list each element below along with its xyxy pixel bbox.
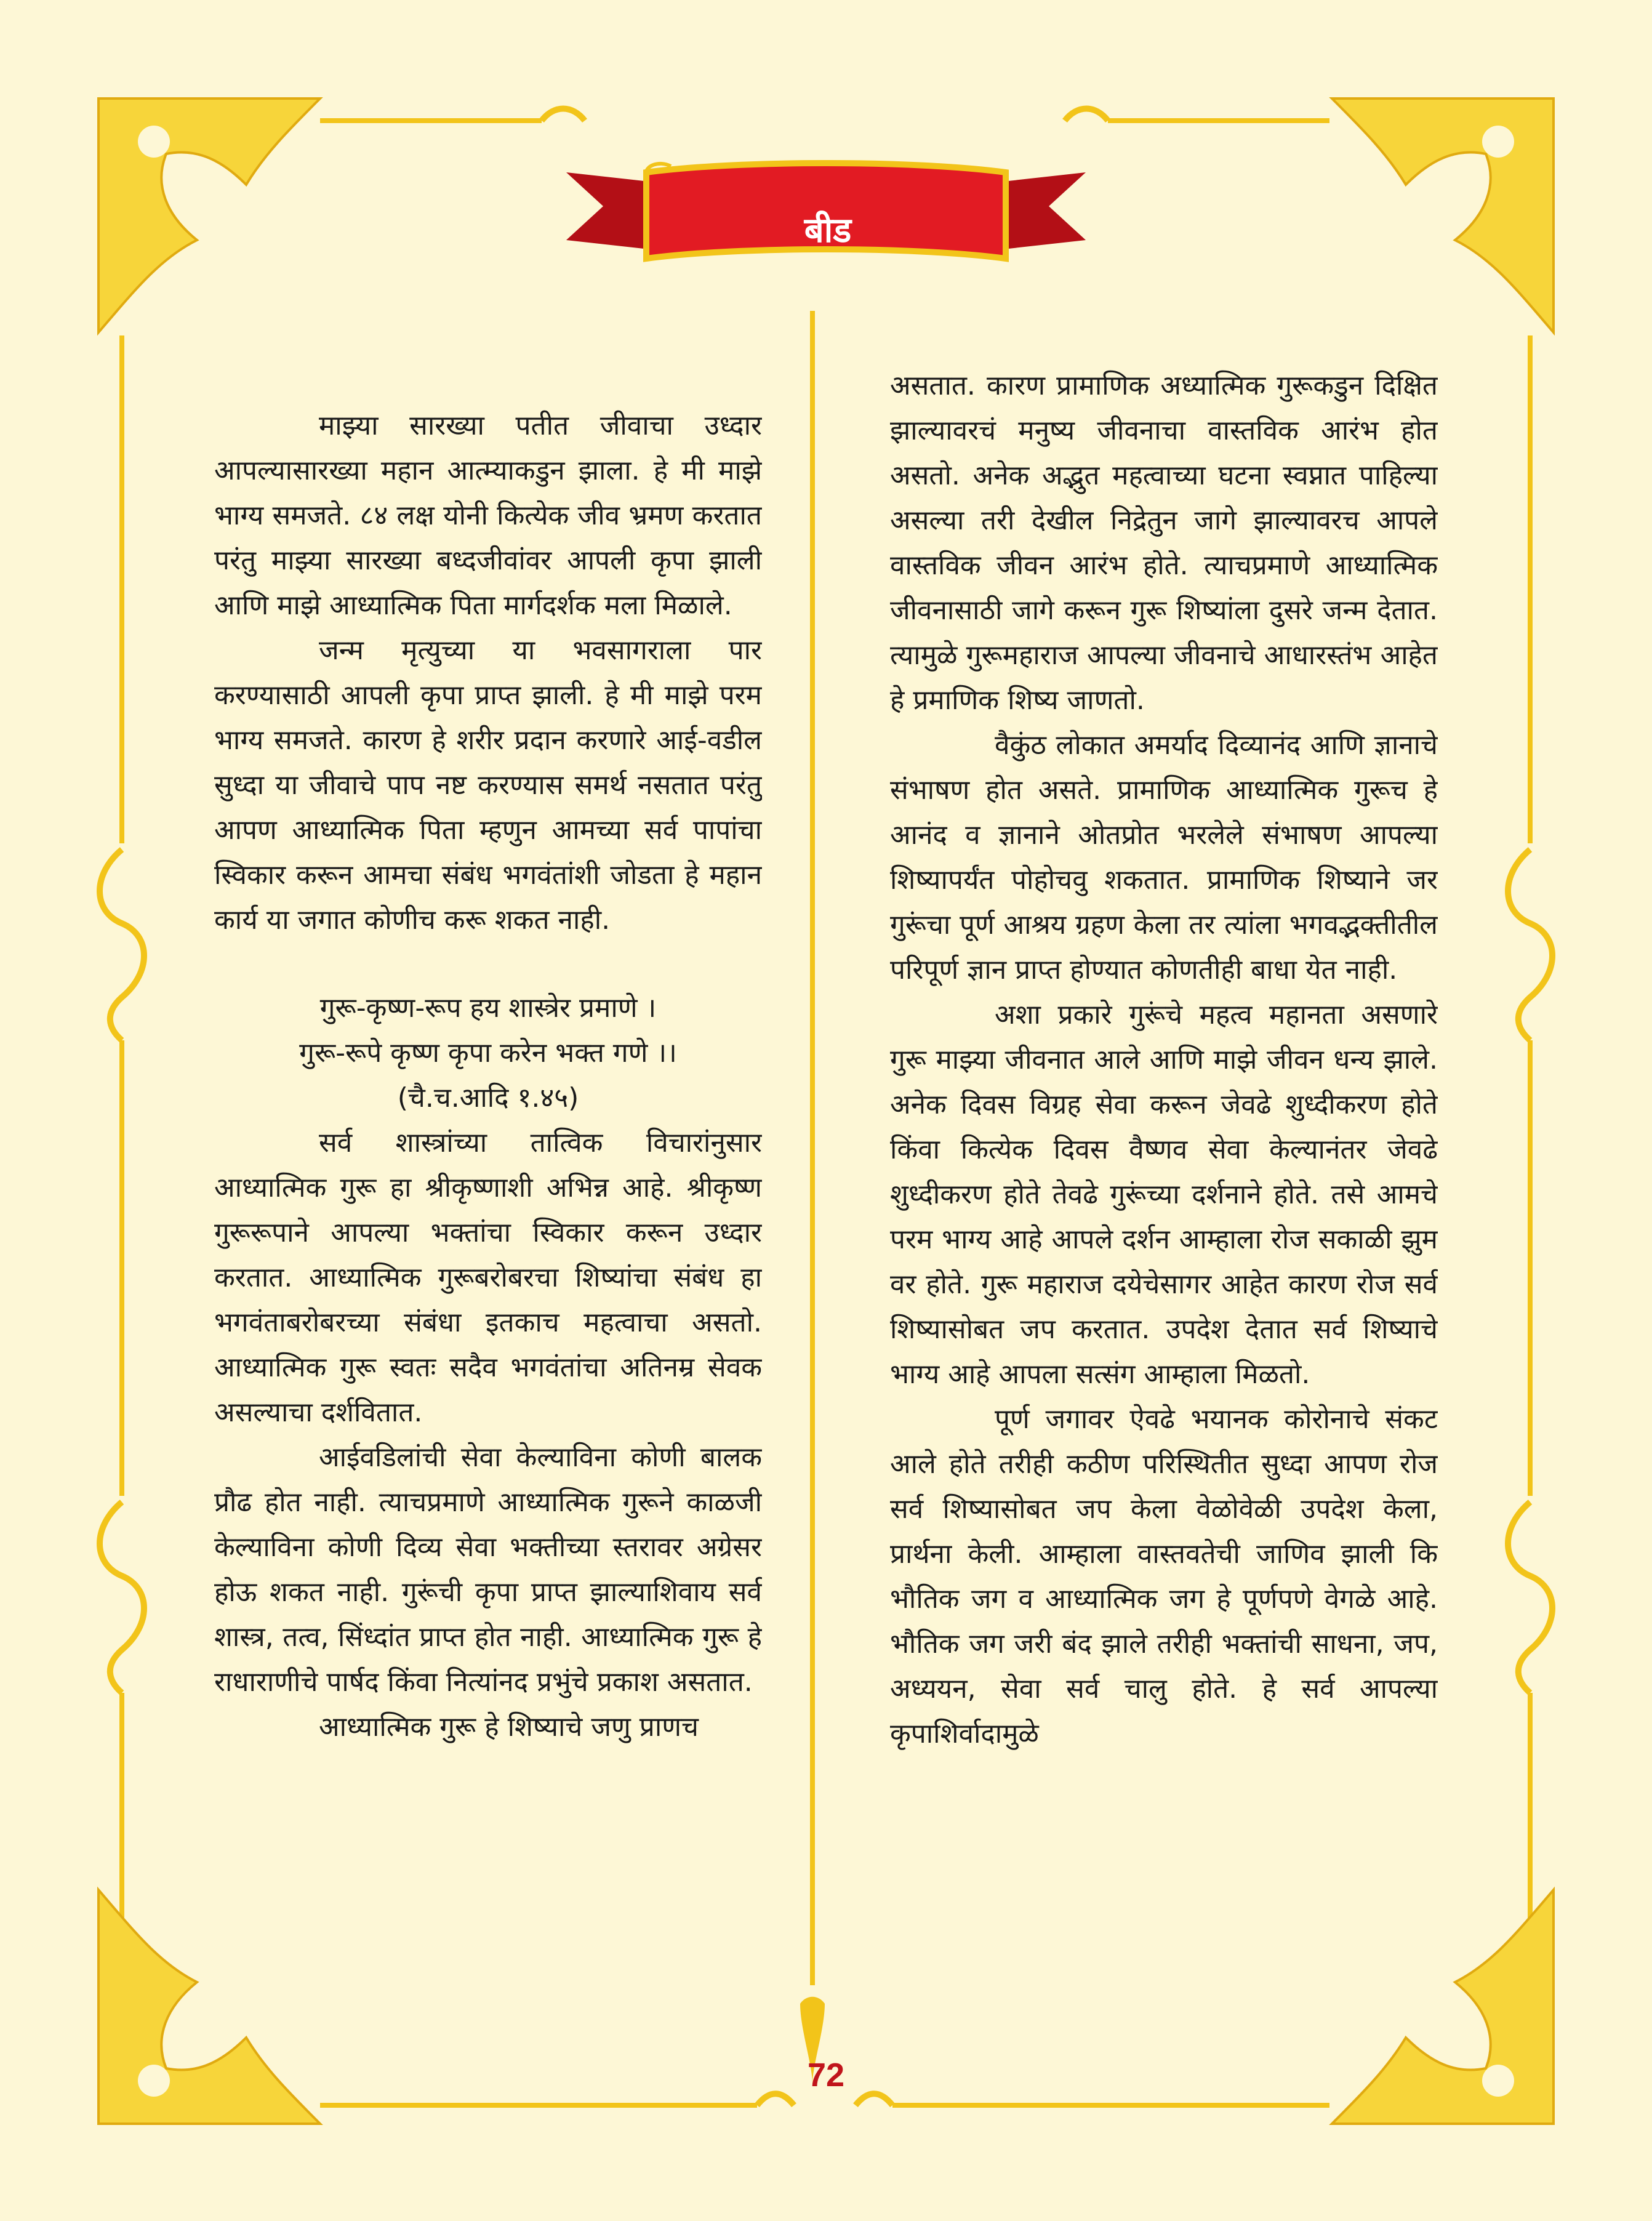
paragraph: सर्व शास्त्रांच्या तात्विक विचारांनुसार आध्यात्मिक गुरू हा श्रीकृष्णाशी अभिन्न आहे. श्रीकृष्ण गुरूरूपाने आपल्या भक्तांचा स्विकार करून उध्दार करतात. आध्यात्मिक गुरूबरोबरचा शिष्यांचा संबंध हा भगवंताबरोबरच्या संबंधा इतकाच महत्वाचा असतो. आध्यात्मिक गुरू स्वतः सदैव भगवंतांचा अतिनम्र सेवक असल्याचा दर्शवितात.: [214, 1127, 762, 1428]
verse-line: गुरू-कृष्ण-रूप हय शास्त्रेर प्रमाणे ।: [319, 992, 657, 1024]
page-number: 72: [807, 2057, 845, 2094]
paragraph: वैकुंठ लोकात अमर्याद दिव्यानंद आणि ज्ञानाचे संभाषण होत असते. प्रामाणिक आध्यात्मिक गुरूच हे आनंद व ज्ञानाने ओतप्रोत भरलेले संभाषण आपल्या शिष्यापर्यंत पोहोचवु शकतात. प्रामाणिक शिष्याने जर गुरूंचा पूर्ण आश्रय ग्रहण केला तर त्यांला भगवद्भक्तीतील परिपूर्ण ज्ञान प्राप्त होण्यात कोणतीही बाधा येत नाही.: [890, 729, 1438, 986]
paragraph: असतात. कारण प्रामाणिक अध्यात्मिक गुरूकडुन दिक्षित झाल्यावरचं मनुष्य जीवनाचा वास्तविक आरंभ होत असतो. अनेक अद्भुत महत्वाच्या घटना स्वप्नात पाहिल्या असल्या तरी देखील निद्रेतुन जागे झाल्यावरच आपले वास्तविक जीवन आरंभ होते. त्याचप्रमाणे आध्यात्मिक जीवनासाठी जागे करून गुरू शिष्यांला दुसरे जन्म देतात. त्यामुळे गुरूमहाराज आपल्या जीवनाचे आधारस्तंभ आहेत हे प्रमाणिक शिष्य जाणतो.: [890, 370, 1438, 716]
paragraph: माझ्या सारख्या पतीत जीवाचा उध्दार आपल्यासारख्या महान आत्म्याकडुन झाला. हे मी माझे भाग्य समजते. ८४ लक्ष योनी कित्येक जीव भ्रमण करतात परंतु माझ्या सारख्या बध्दजीवांवर आपली कृपा झाली आणि माझे आध्यात्मिक पिता मार्गदर्शक मला मिळाले.: [214, 410, 762, 621]
paragraph: अशा प्रकारे गुरूंचे महत्व महानता असणारे गुरू माझ्या जीवनात आले आणि माझे जीवन धन्य झाले. अनेक दिवस विग्रह सेवा करून जेवढे शुध्दीकरण होते किंवा कित्येक दिवस वैष्णव सेवा केल्यानंतर जेवढे शुध्दीकरण होते तेवढे गुरूंच्या दर्शनाने होते. तसे आमचे परम भाग्य आहे आपले दर्शन आम्हाला रोज सकाळी झुम वर होते. गुरू महाराज दयेचेसागर आहेत कारण रोज सर्व शिष्यासोबत जप करतात. उपदेश देतात सर्व शिष्याचे भाग्य आहे आपला सत्संग आम्हाला मिळतो.: [890, 999, 1438, 1390]
paragraph: जन्म मृत्युच्या या भवसागराला पार करण्यासाठी आपली कृपा प्राप्त झाली. हे मी माझे परम भाग्य समजते. कारण हे शरीर प्रदान करणारे आई-वडील सुध्दा या जीवाचे पाप नष्ट करण्यास समर्थ नसतात परंतु आपण आध्यात्मिक पिता म्हणुन आमच्या सर्व पापांचा स्विकार करून आमचा संबंध भगवंतांशी जोडता हे महान कार्य या जगात कोणीच करू शकत नाही.: [214, 635, 762, 936]
paragraph: आध्यात्मिक गुरू हे शिष्याचे जणु प्राणच: [319, 1711, 699, 1743]
left-column: [214, 403, 762, 2071]
verse-line: गुरू-रूपे कृष्ण कृपा करेन भक्त गणे ।।: [299, 1037, 677, 1069]
verse-reference: (चै.च.आदि १.४५): [397, 1082, 579, 1114]
paragraph: आईवडिलांची सेवा केल्याविना कोणी बालक प्रौढ होत नाही. त्याचप्रमाणे आध्यात्मिक गुरूने काळजी केल्याविना कोणी दिव्य सेवा भक्तीच्या स्तरावर अग्रेसर होऊ शकत नाही. गुरूंची कृपा प्राप्त झाल्याशिवाय सर्व शास्त्र, तत्व, सिंध्दांत प्राप्त होत नाही. आध्यात्मिक गुरू हे राधाराणीचे पार्षद किंवा नित्यांनद प्रभुंचे प्रकाश असतात.: [214, 1442, 762, 1698]
page-title: बीड: [804, 211, 852, 251]
paragraph: पूर्ण जगावर ऐवढे भयानक कोरोनाचे संकट आले होते तरीही कठीण परिस्थितीत सुध्दा आपण रोज सर्व शिष्यासोबत जप केला वेळोवेळी उपदेश केला, प्रार्थना केली. आम्हाला वास्तवतेची जाणिव झाली कि भौतिक जग व आध्यात्मिक जग हे पूर्णपणे वेगळे आहे. भौतिक जग जरी बंद झाले तरीही भक्तांची साधना, जप, अध्ययन, सेवा सर्व चालु होते. हे सर्व आपल्या कृपाशिर्वादामुळे: [890, 1404, 1438, 1749]
right-column: [890, 363, 1438, 2031]
column-divider: [800, 311, 825, 2108]
